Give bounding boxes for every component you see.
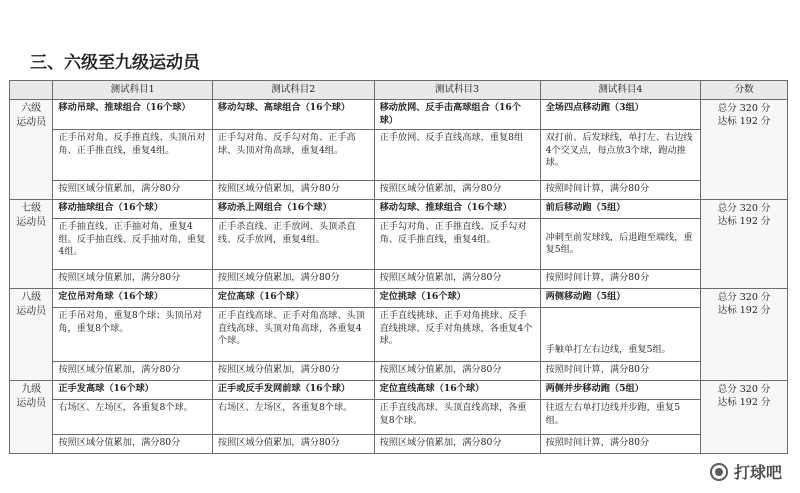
level-label: 八级 运动员 xyxy=(10,289,53,381)
subject-combo: 两侧移动跑（5组） xyxy=(540,289,701,308)
subject-scoring: 按照时间计算，满分80分 xyxy=(540,181,701,200)
subject-combo: 全场四点移动跑（3组） xyxy=(540,100,701,130)
score-total: 总分 320 分 达标 192 分 xyxy=(701,200,788,289)
score-total: 总分 320 分 达标 192 分 xyxy=(701,381,788,454)
subject-combo: 正手发高球（16个球） xyxy=(53,381,213,400)
subject-combo: 移动勾球、高球组合（16个球） xyxy=(212,100,374,130)
subject-detail: 正手直线高球、正手对角高球、头顶直线高球、头顶对角高球，各重复4个球。 xyxy=(212,308,374,362)
wechat-logo-icon xyxy=(710,463,728,481)
subject-scoring: 按照区域分值累加，满分80分 xyxy=(53,270,213,289)
subject-scoring: 按照区域分值累加，满分80分 xyxy=(374,435,540,454)
table-row xyxy=(10,435,788,454)
subject-detail: 正手杀直线、正手放网、头顶杀直线、反手放网，重复4组。 xyxy=(212,219,374,270)
test-table xyxy=(9,80,788,454)
subject-combo: 定位吊对角球（16个球） xyxy=(53,289,213,308)
subject-combo: 移动放网、反手击高球组合（16个球） xyxy=(374,100,540,130)
watermark xyxy=(710,460,782,483)
subject-combo: 定位高球（16个球） xyxy=(212,289,374,308)
subject-scoring: 按照区域分值累加，满分80分 xyxy=(374,362,540,381)
score-total: 总分 320 分 达标 192 分 xyxy=(701,289,788,381)
level-label: 九级 运动员 xyxy=(10,381,53,454)
subject-scoring: 按照区域分值累加，满分80分 xyxy=(212,435,374,454)
subject-detail: 手触单打左右边线，重复5组。 xyxy=(540,308,701,362)
header-cell-subject-2: 测试科目2 xyxy=(212,81,374,100)
subject-scoring: 按照时间计算，满分80分 xyxy=(540,362,701,381)
subject-scoring: 按照区域分值累加，满分80分 xyxy=(374,270,540,289)
score-total: 总分 320 分 达标 192 分 xyxy=(701,100,788,200)
table-row xyxy=(10,400,788,435)
subject-combo: 定位挑球（16个球） xyxy=(374,289,540,308)
subject-combo: 两侧并步移动跑（5组） xyxy=(540,381,701,400)
section-heading: 三、六级至九级运动员 xyxy=(30,53,200,73)
subject-detail: 右场区、左场区，各重复8个球。 xyxy=(53,400,213,435)
subject-detail: 正手放网、反手直线高球，重复8组 xyxy=(374,130,540,181)
subject-combo: 移动杀上网组合（16个球） xyxy=(212,200,374,219)
header-cell-subject-4: 测试科目4 xyxy=(540,81,701,100)
subject-scoring: 按照时间计算，满分80分 xyxy=(540,435,701,454)
table-row xyxy=(10,270,788,289)
header-cell-score: 分数 xyxy=(701,81,788,100)
subject-scoring: 按照时间计算，满分80分 xyxy=(540,270,701,289)
level-label: 七级 运动员 xyxy=(10,200,53,289)
subject-combo: 移动抽球组合（16个球） xyxy=(53,200,213,219)
subject-detail: 正手吊对角、反手推直线、头顶吊对角、正手推直线，重复4组。 xyxy=(53,130,213,181)
header-cell-subject-3: 测试科目3 xyxy=(374,81,540,100)
subject-detail: 正手直线高球、头顶直线高球，各重复8个球。 xyxy=(374,400,540,435)
subject-detail: 右场区、左场区，各重复8个球。 xyxy=(212,400,374,435)
level-label: 六级 运动员 xyxy=(10,100,53,200)
subject-scoring: 按照区域分值累加，满分80分 xyxy=(374,181,540,200)
table-row xyxy=(10,381,788,400)
subject-combo: 前后移动跑（5组） xyxy=(540,200,701,219)
subject-detail: 双打前、后发球线，单打左、右边线 4个交叉点，每点放3个球，跑动推球。 xyxy=(540,130,701,181)
table-row xyxy=(10,289,788,308)
subject-combo: 移动勾球、推球组合（16个球） xyxy=(374,200,540,219)
subject-detail: 冲刺至前发球线，后退跑至端线，重复5组。 xyxy=(540,219,701,270)
subject-detail: 正手直线挑球、正手对角挑球、反手直线挑球、反手对角挑球，各重复4个球。 xyxy=(374,308,540,362)
subject-combo: 定位直线高球（16个球） xyxy=(374,381,540,400)
header-cell-subject-1: 测试科目1 xyxy=(53,81,213,100)
table-row xyxy=(10,181,788,200)
subject-scoring: 按照区域分值累加，满分80分 xyxy=(212,181,374,200)
table-row xyxy=(10,362,788,381)
header-row xyxy=(10,81,788,100)
subject-scoring: 按照区域分值累加，满分80分 xyxy=(212,270,374,289)
table-row xyxy=(10,130,788,181)
subject-detail: 往返左右单打边线并步跑，重复5组。 xyxy=(540,400,701,435)
subject-scoring: 按照区域分值累加，满分80分 xyxy=(212,362,374,381)
subject-detail: 正手勾对角、反手勾对角、正手高球、头顶对角高球，重复4组。 xyxy=(212,130,374,181)
header-cell-level xyxy=(10,81,53,100)
subject-detail: 正手吊对角，重复8个球；头顶吊对角，重复8个球。 xyxy=(53,308,213,362)
table-row xyxy=(10,100,788,130)
subject-combo: 正手或反手发网前球（16个球） xyxy=(212,381,374,400)
subject-scoring: 按照区域分值累加，满分80分 xyxy=(53,435,213,454)
table-row xyxy=(10,308,788,362)
table-row xyxy=(10,200,788,219)
subject-detail: 正手勾对角、正手推直线、反手勾对角、反手推直线，重复4组。 xyxy=(374,219,540,270)
subject-detail: 正手抽直线、正手抽对角，重复4组。反手抽直线、反手抽对角，重复4组。 xyxy=(53,219,213,270)
watermark-text: 打球吧 xyxy=(733,463,782,482)
subject-scoring: 按照区域分值累加，满分80分 xyxy=(53,181,213,200)
subject-scoring: 按照区域分值累加，满分80分 xyxy=(53,362,213,381)
table-row xyxy=(10,219,788,270)
subject-combo: 移动吊球、推球组合（16个球） xyxy=(53,100,213,130)
